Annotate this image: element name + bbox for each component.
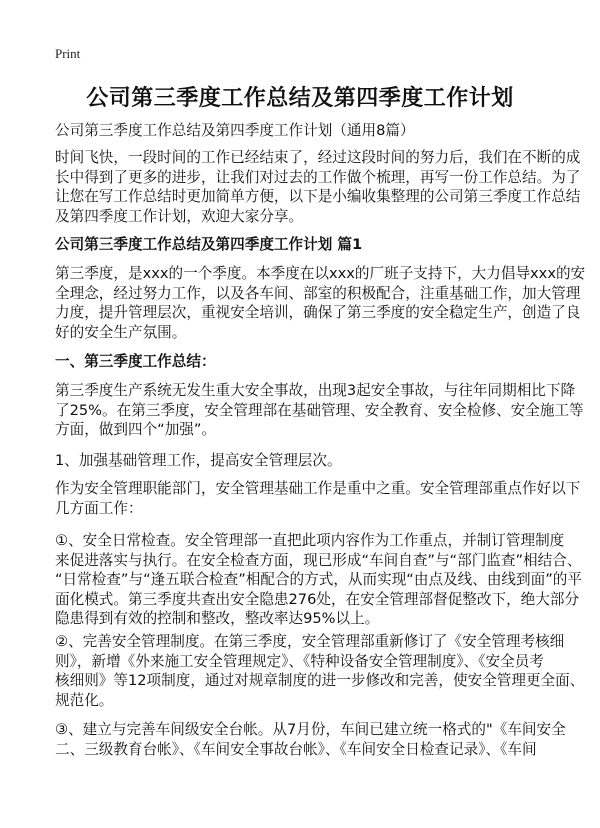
point-1 — [55, 531, 582, 629]
print-link[interactable]: Print — [55, 46, 81, 61]
section-heading-text: 公司第三季度工作总结及第四季度工作计划 篇1 — [55, 236, 363, 253]
point-3 — [55, 720, 566, 759]
text-line: 二、三级教育台帐》、《车间安全事故台帐》、《车间安全日检查记录》、《车间 — [55, 740, 537, 758]
text-line: 几方面工作： — [55, 499, 143, 517]
text-line: 隐患得到有效的控制和整改，整改率达95%以上。 — [55, 610, 380, 628]
text-line: 让您在写工作总结时更加简单方便，以下是小编收集整理的公司第三季度工作总结 — [55, 188, 581, 206]
page-title: 公司第三季度工作总结及第四季度工作计划 — [86, 86, 514, 111]
text-line: 长中得到了更多的进步，让我们对过去的工作做个梳理，再写一份工作总结。为了 — [55, 168, 581, 186]
text-line: 时间飞快，一段时间的工作已经结束了，经过这段时间的努力后，我们在不断的成 — [55, 149, 581, 166]
item-1 — [55, 451, 555, 471]
text-line: ②、完善安全管理制度。在第三季度，安全管理部重新修订了《安全管理考核细 — [55, 633, 565, 650]
text-line: 第三季度生产系统无发生重大安全事故，出现3起安全事故，与往年同期相比下降 — [55, 382, 576, 399]
paragraph-3 — [55, 479, 581, 518]
text-line: ①、安全日常检查。安全管理部一直把此项内容作为工作重点，并制订管理制度 — [55, 532, 565, 549]
text-line: ③、建立与完善车间级安全台帐。从7月份，车间已建立统一格式的"《车间安全 — [55, 721, 566, 738]
text-line: 则》，新增《外来施工安全管理规定》、《特种设备安全管理制度》、《安全员考 — [55, 652, 544, 670]
heading-1-text: 一、第三季度工作总结： — [55, 353, 216, 370]
paragraph-1 — [55, 264, 586, 342]
section-heading — [55, 235, 555, 255]
paragraph-2 — [55, 381, 584, 440]
text-line: 第三季度，是xxx的一个季度。本季度在以xxx的厂班子支持下，大力倡导xxx的安 — [55, 265, 586, 282]
text-line: 规范化。 — [55, 691, 114, 709]
subtitle — [55, 121, 555, 141]
point-2 — [55, 632, 585, 710]
text-line: “日常检查”与“逢五联合检查”相配合的方式，从而实现“由点及线、由线到面”的平 — [55, 571, 582, 589]
heading-1 — [55, 352, 555, 372]
subtitle-text: 公司第三季度工作总结及第四季度工作计划（通用8篇） — [55, 122, 415, 139]
intro-paragraph — [55, 148, 581, 226]
item-1-text: 1、加强基础管理工作，提高安全管理层次。 — [55, 452, 342, 469]
text-line: 了25%。在第三季度，安全管理部在基础管理、安全教育、安全检修、安全施工等 — [55, 401, 584, 419]
text-line: 力度，提升管理层次，重视安全培训，确保了第三季度的安全稳定生产，创造了良 — [55, 304, 581, 322]
text-line: 面化模式。第三季度共查出安全隐患276处，在安全管理部督促整改下，绝大部分 — [55, 590, 580, 608]
text-line: 好的安全生产氛围。 — [55, 323, 187, 341]
text-line: 及第四季度工作计划，欢迎大家分享。 — [55, 207, 304, 225]
text-line: 来促进落实与执行。在安全检查方面，现已形成“车间自查”与“部门监查”相结合、 — [55, 551, 582, 569]
text-line: 作为安全管理职能部门，安全管理基础工作是重中之重。安全管理部重点作好以下 — [55, 480, 581, 497]
text-line: 核细则》等12项制度，通过对规章制度的进一步修改和完善，使安全管理更全面、 — [55, 672, 585, 690]
text-line: 方面，做到四个“加强”。 — [55, 421, 217, 439]
text-line: 全理念，经过努力工作，以及各车间、部室的积极配合，注重基础工作，加大管理 — [55, 284, 581, 302]
